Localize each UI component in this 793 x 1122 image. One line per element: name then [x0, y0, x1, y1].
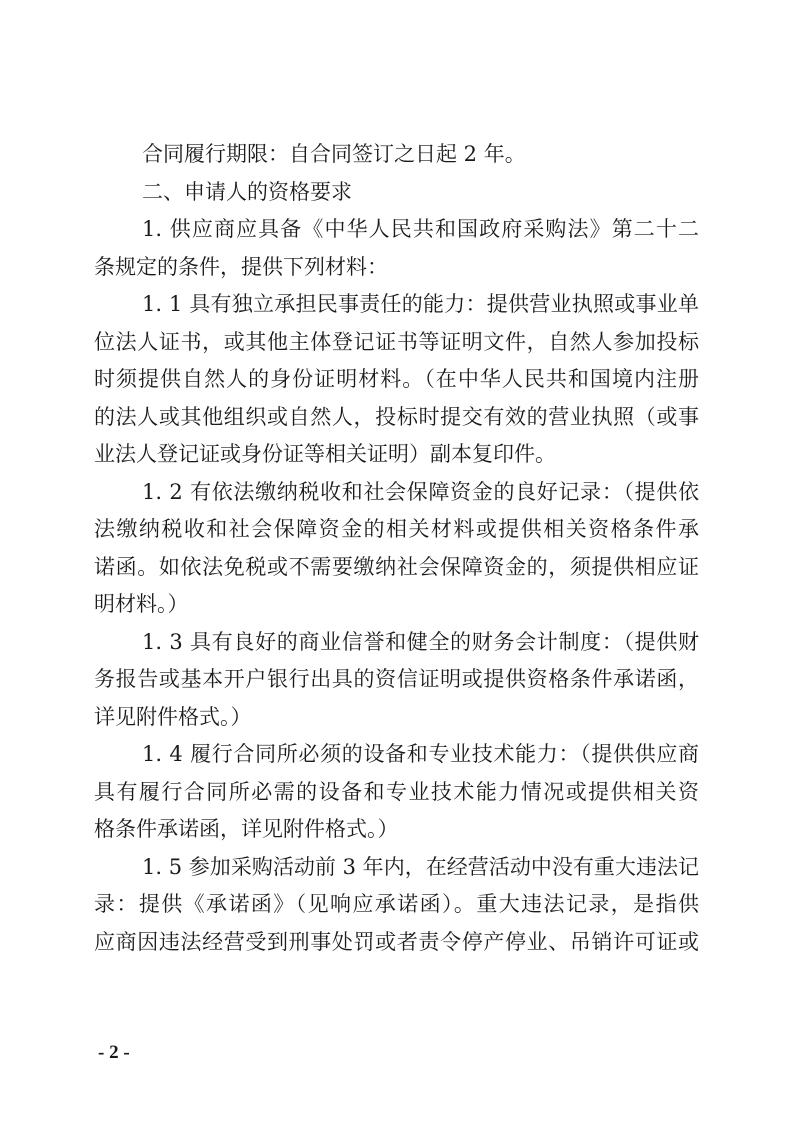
text-line: 1. 4 履行合同所必须的设备和专业技术能力：（提供供应商 [142, 742, 699, 766]
text-line: 录：提供《承诺函》（见响应承诺函）。重大违法记录，是指供 [94, 892, 699, 916]
section-heading: 二、申请人的资格要求 [142, 179, 352, 204]
text-line: 位法人证书，或其他主体登记证书等证明文件，自然人参加投标 [94, 329, 699, 354]
body-text [94, 136, 699, 961]
text-line: 条规定的条件，提供下列材料： [94, 254, 388, 279]
page-number: - 2 - [98, 1042, 130, 1063]
text-line: 法缴纳税收和社会保障资金的相关材料或提供相关资格条件承 [94, 517, 699, 541]
text-line: 格条件承诺函，详见附件格式。） [94, 817, 399, 841]
contract-term-line: 合同履行期限：自合同签订之日起 2 年。 [142, 142, 526, 166]
text-line: 详见附件格式。） [94, 704, 252, 729]
text-line: 1. 供应商应具备《中华人民共和国政府采购法》第二十二 [142, 217, 699, 241]
text-line: 应商因违法经营受到刑事处罚或者责令停产停业、吊销许可证或 [94, 929, 699, 954]
text-line: 1. 2 有依法缴纳税收和社会保障资金的良好记录：（提供依 [142, 479, 699, 504]
text-line: 时须提供自然人的身份证明材料。（在中华人民共和国境内注册 [94, 367, 699, 391]
text-line: 1. 3 具有良好的商业信誉和健全的财务会计制度：（提供财 [142, 629, 699, 654]
text-line: 业法人登记证或身份证等相关证明）副本复印件。 [94, 442, 556, 466]
text-line: 诺函。如依法免税或不需要缴纳社会保障资金的，须提供相应证 [94, 554, 699, 579]
text-line: 务报告或基本开户银行出具的资信证明或提供资格条件承诺函， [94, 667, 699, 691]
text-line: 明材料。） [94, 592, 189, 616]
text-line: 1. 1 具有独立承担民事责任的能力：提供营业执照或事业单 [142, 292, 699, 316]
text-line: 1. 5 参加采购活动前 3 年内，在经营活动中没有重大违法记 [142, 854, 699, 879]
text-line: 的法人或其他组织或自然人，投标时提交有效的营业执照（或事 [94, 404, 699, 429]
text-line: 具有履行合同所必需的设备和专业技术能力情况或提供相关资 [94, 779, 699, 804]
